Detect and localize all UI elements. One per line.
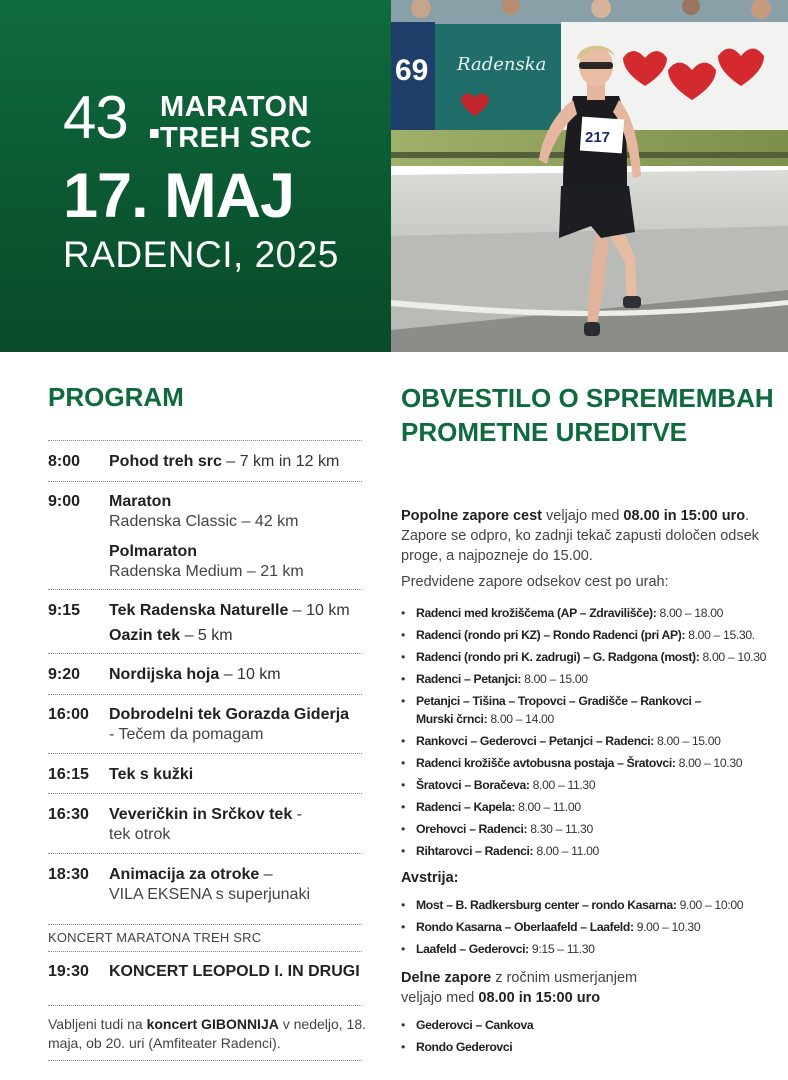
program-event: Nordijska hoja [109,666,220,683]
program-sub: Radenska Medium – 21 km [109,563,304,580]
program-event: Maraton [109,493,172,510]
divider [48,1060,362,1061]
divider [48,924,362,925]
road-closure [401,648,781,666]
full-closure-text [401,506,766,566]
road-segment: Šratovci – Boračeva: [416,778,530,792]
road-segment: Most – B. Radkersburg center – rondo Kasarna: [416,898,677,912]
road-segment: Radenci – Petanjci: [416,672,522,686]
road-time: 8.00 – 15.30. [685,628,755,642]
divider [48,753,362,754]
road-segment: Radenci (rondo pri KZ) – Rondo Radenci (pri AP): [416,628,686,642]
partial-closure-mid: z ročnim usmerjanjem veljajo med [401,970,638,1006]
program-event: Tek Radenska Naturelle [109,602,289,619]
program-time: 18:30 [48,866,89,883]
program-event: Animacija za otroke [109,866,260,883]
program-event: Oazin tek [109,627,181,644]
road-time: 8.00 – 10.30 [675,756,743,770]
road-time: 8.00 – 15.00 [653,734,721,748]
footer-note [48,1015,370,1053]
road-segment: Radenci krožišče avtobusna postaja – Šratovci: [416,756,676,770]
road-segment: Petanjci – Tišina – Tropovci – Gradišče – Rankovci – Murski črnci: [416,694,702,726]
road-segment: Laafeld – Gederovci: [416,942,529,956]
road-closure [401,776,781,794]
program-sub: VILA EKSENA s superjunaki [109,886,310,903]
program-detail: – 10 km [219,666,281,683]
notice-title: OBVESTILO O SPREMEMBAH PROMETNE UREDITVE [401,383,774,447]
road-time: 9:15 – 11.30 [528,942,595,956]
program-event: Polmaraton [109,543,198,560]
road-segment: Orehovci – Radenci: [416,822,528,836]
title-line-1: MARATON [160,91,310,123]
program-detail: – 5 km [180,627,233,644]
road-closure [401,604,781,622]
road-segment: Radenci – Kapela: [416,800,516,814]
program-time: 9:20 [48,666,81,683]
road-time: 8.00 – 11.30 [529,778,596,792]
road-closure-list [401,604,781,864]
program-sub: tek otrok [109,826,171,843]
program-event: Pohod treh src [109,453,222,470]
austria-closure-list [401,896,781,962]
divider [48,481,362,482]
program-time: 16:15 [48,766,89,783]
runner-photo [391,0,788,352]
title-line-2: TREH SRC [160,122,313,154]
road-closure [401,670,781,688]
road-closure [401,918,781,936]
road-closure [401,1016,781,1034]
program-time: 9:15 [48,602,81,619]
road-time: 8.00 – 18.00 [656,606,724,620]
program-detail: - [292,806,302,823]
road-time: 9.00 – 10.30 [633,920,701,934]
austria-heading: Avstrija: [401,870,459,886]
divider [48,793,362,794]
road-segment: Radenci (rondo pri K. zadrugi) – G. Radgona (most): [416,650,700,664]
footer-text: v nedeljo, 18. maja, ob 20. uri (Amfiteater Radenci). [48,1016,367,1051]
edition-number: 43 [63,84,128,151]
full-closure-time: 08.00 in 15:00 uro [623,508,746,524]
svg-text:69: 69 [395,54,429,87]
road-time: 8.00 – 10.30 [699,650,767,664]
concert-name: KONCERT LEOPOLD I. IN DRUGI [109,963,360,980]
event-date: 17. MAJ [63,161,295,231]
footer-bold: koncert GIBONNIJA [146,1016,279,1032]
road-segment: Rondo Kasarna – Oberlaafeld – Laafeld: [416,920,634,934]
program-time: 9:00 [48,493,81,510]
road-closure [401,692,706,728]
full-closure-rest: . Zapore se odpro, ko zadnji tekač zapusti določen odsek proge, a najpozneje do 15.00. [401,508,759,564]
road-time: 8.00 – 11.00 [533,844,599,858]
partial-closure-bold: Delne zapore [401,970,492,986]
road-closure [401,842,781,860]
divider [48,653,362,654]
program-time: 16:00 [48,706,89,723]
program-detail: – 7 km in 12 km [221,453,340,470]
road-segment: Rondo Gederovci [416,1040,513,1054]
road-segment: Rankovci – Gederovci – Petanjci – Radenci: [416,734,654,748]
full-closure-mid: veljajo med [542,508,624,524]
road-closure [401,1038,781,1056]
road-time: 8.00 – 15.00 [521,672,588,686]
road-time: 9.00 – 10:00 [676,898,744,912]
footer-text: Vabljeni tudi na [48,1016,147,1032]
program-detail: – [259,866,273,883]
expected-closures-text: Predvidene zapore odsekov cest po urah: [401,574,669,590]
road-closure [401,820,781,838]
road-segment: Gederovci – Cankova [416,1018,534,1032]
road-time: 8.00 – 11.00 [515,800,581,814]
program-time: 8:00 [48,453,81,470]
edition-dot: . [146,84,163,151]
divider [48,589,362,590]
partial-closure-time: 08.00 in 15:00 uro [478,990,601,1006]
road-closure [401,754,781,772]
road-time: 8.30 – 11.30 [527,822,593,836]
divider [48,1005,362,1006]
divider [48,951,362,952]
program-event: Veveričkin in Srčkov tek [109,806,293,823]
road-closure [401,626,781,644]
road-segment: Radenci med krožiščema (AP – Zdravilišče): [416,606,657,620]
hero-banner [0,0,391,352]
road-time: 8.00 – 14.00 [487,712,554,726]
full-closure-bold: Popolne zapore cest [401,508,543,524]
road-closure [401,940,781,958]
concert-label: KONCERT MARATONA TREH SRC [48,930,262,945]
road-closure [401,896,781,914]
program-sub: - Tečem da pomagam [109,726,264,743]
event-place-year: RADENCI, 2025 [63,234,339,275]
concert-time: 19:30 [48,963,89,980]
partial-closure-list [401,1016,781,1060]
program-detail: – 10 km [288,602,350,619]
road-closure [401,732,781,750]
banner-text: Radenska [457,54,547,75]
program-sub: Radenska Classic – 42 km [109,513,299,530]
road-segment: Rihtarovci – Radenci: [416,844,534,858]
divider [48,694,362,695]
program-time: 16:30 [48,806,89,823]
road-closure [401,798,781,816]
program-event: Tek s kužki [109,766,194,783]
program-event: Dobrodelni tek Gorazda Giderja [109,706,350,723]
program-title: PROGRAM [48,382,184,412]
partial-closure-text [401,968,661,1008]
divider [48,853,362,854]
bib-number: 217 [585,129,611,146]
divider [48,440,362,441]
